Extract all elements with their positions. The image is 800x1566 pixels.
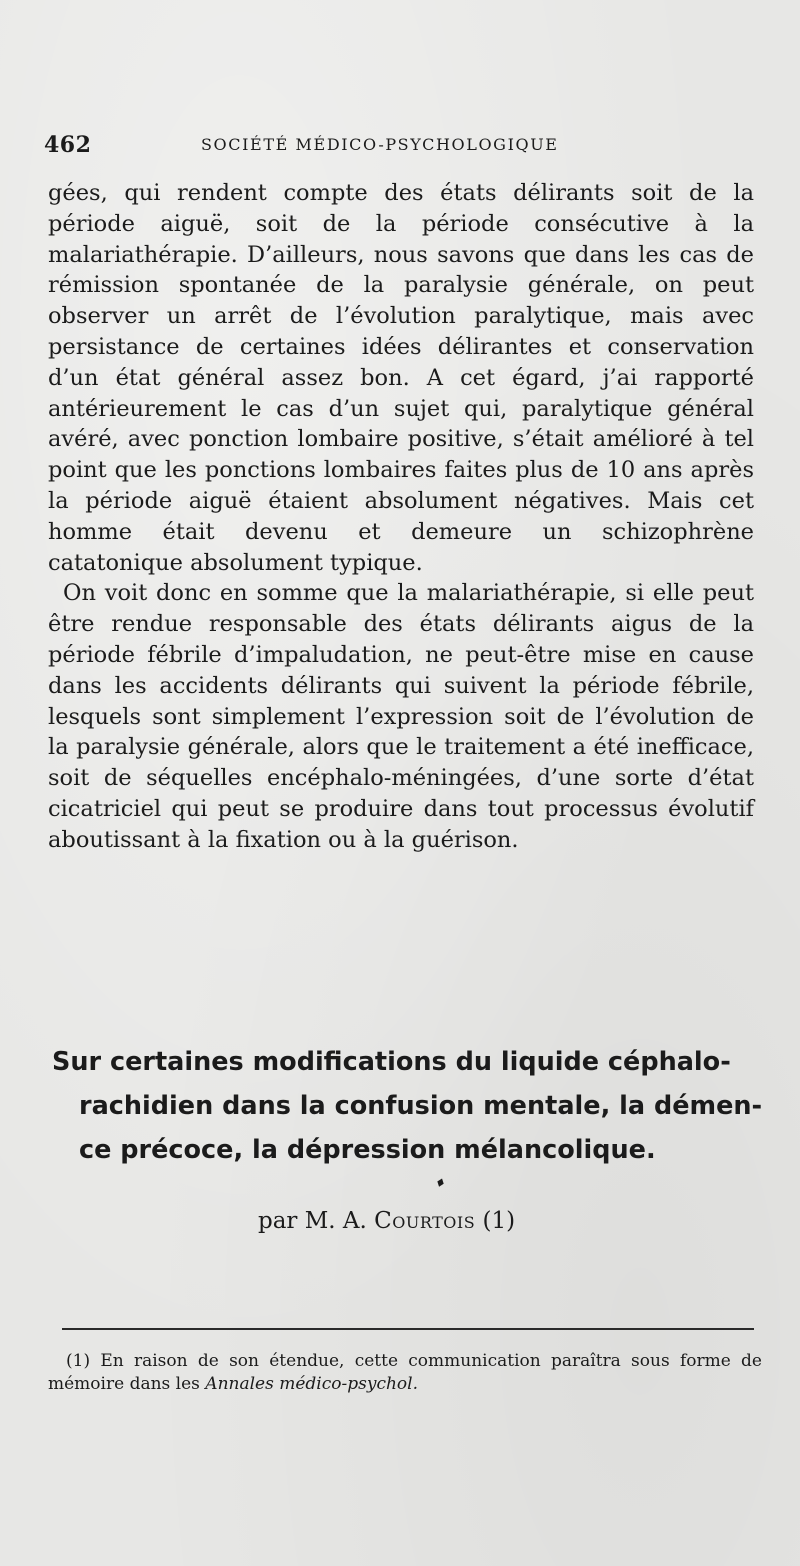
printer-mark: ♦ [432, 1174, 448, 1192]
footnote-text [48, 1350, 762, 1396]
footnote-journal: Annales médico-psychol. [205, 1374, 418, 1394]
footnote-reference: (1) [475, 1208, 516, 1234]
running-head [44, 132, 754, 160]
article-title [52, 1040, 762, 1172]
byline-prefix: par M. A. [258, 1208, 375, 1234]
body-text [48, 178, 754, 856]
journal-title: SOCIÉTÉ MÉDICO-PSYCHOLOGIQUE [201, 135, 559, 154]
paragraph-2: On voit donc en somme que la malariathérapie, si elle peut être rendue responsable des états délirants aigus de la période fébrile d’impaludation, ne peut-être mise en cause dans les accidents délirants qui suivent la période fébrile, lesquels sont simplement l’expression soit de l’évolution de la paralysie générale, alors que le traitement a été inefficace, soit de séquelles encéphalo-méningées, d’une sorte d’état cicatriciel qui peut se produire dans tout processus évolutif aboutissant à la fixation ou à la guérison. [48, 580, 754, 853]
paragraph-1: gées, qui rendent compte des états délirants soit de la période aiguë, soit de la période consécutive à la malariathérapie. D’ailleurs, nous savons que dans les cas de rémission spontanée de la paralysie générale, on peut observer un arrêt de l’évolution paralytique, mais avec persistance de certaines idées délirantes et conservation d’un état général assez bon. A cet égard, j’ai rapporté antérieurement le cas d’un sujet qui, paralytique général avéré, avec ponction lombaire positive, s’était amélioré à tel point que les ponctions lombaires faites plus de 10 ans après la période aiguë étaient absolument négatives. Mais cet homme était devenu et demeure un schizophrène catatonique absolument typique. [48, 180, 754, 576]
article-title-line-3: ce précoce, la dépression mélancolique. [79, 1135, 656, 1165]
footnote-marker: (1) [66, 1351, 91, 1371]
footnote-divider [62, 1328, 754, 1330]
footnote-body: En raison de son étendue, cette communication paraîtra sous forme de mémoire dans les [48, 1351, 762, 1394]
page-number: 462 [44, 132, 92, 158]
article-title-line-1: Sur certaines modifications du liquide céphalo- [52, 1047, 731, 1077]
author-name: Courtois [374, 1208, 476, 1234]
footnote [48, 1350, 762, 1396]
byline [258, 1208, 515, 1234]
article-title-line-2: rachidien dans la confusion mentale, la démen- [79, 1091, 763, 1121]
